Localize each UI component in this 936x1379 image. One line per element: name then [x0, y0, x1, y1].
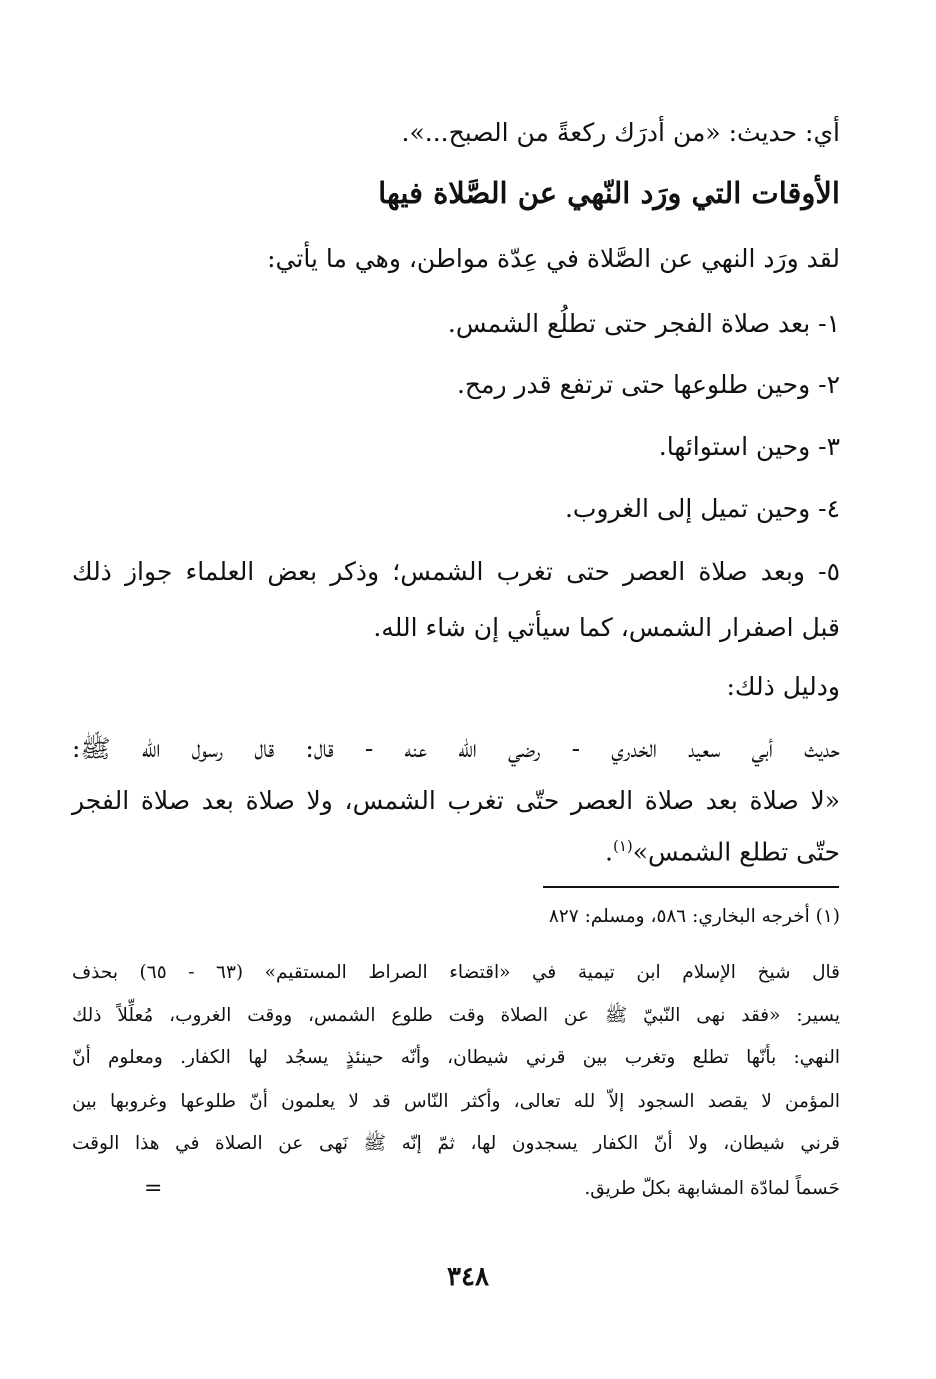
list-item-5-line-2: قبل اصفرار الشمس، كما سيأتي إن شاء الله. [373, 613, 840, 642]
intro-line: أي: حديث: «من أدرَك ركعةً من الصبح...». [401, 118, 840, 147]
evidence-label: ودليل ذلك: [726, 672, 840, 701]
list-item-1: ١- بعد صلاة الفجر حتى تطلُع الشمس. [447, 309, 840, 338]
hadith-end-period: . [605, 837, 613, 867]
footnote-reference: (١) [612, 837, 633, 855]
hadith-line-2: «لا صلاة بعد صلاة العصر حتّى تغرب الشمس، ولا صلاة بعد صلاة الفجر [72, 786, 840, 815]
list-item-3: ٣- وحين استوائها. [658, 432, 840, 461]
footnote-separator [543, 886, 839, 888]
hadith-line-1: حديث أبي سعيد الخدري - رضي الله عنه - قال: قال رسول الله ﷺ: [72, 734, 840, 763]
commentary-line-3: النهي: بأنّها تطلع وتغرب بين قرني شيطان، وأنّه حينئذٍ يسجُد لها الكفار. ومعلوم أنّ [72, 1047, 840, 1068]
continuation-mark: = [144, 1176, 163, 1201]
list-item-4: ٤- وحين تميل إلى الغروب. [564, 494, 840, 523]
section-heading: الأوقات التي ورَد النّهي عن الصَّلاة فيها [378, 176, 840, 210]
commentary-line-6: حَسماً لمادّة المشابهة بكلّ طريق. [584, 1178, 840, 1199]
commentary-line-4: المؤمن لا يقصد السجود إلاّ لله تعالى، وأكثر النّاس قد لا يعلمون أنّ طلوعها وغروبها بين [72, 1091, 840, 1112]
hadith-text: حتّى تطلع الشمس» [632, 837, 840, 867]
list-item-2: ٢- وحين طلوعها حتى ترتفع قدر رمح. [456, 370, 840, 399]
lead-line: لقد ورَد النهي عن الصَّلاة في عِدّة مواطن، وهي ما يأتي: [267, 244, 840, 273]
list-item-5-line-1: ٥- وبعد صلاة العصر حتى تغرب الشمس؛ وذكر بعض العلماء جواز ذلك [72, 557, 840, 586]
footnote-1: (١) أخرجه البخاري: ٥٨٦، ومسلم: ٨٢٧ [548, 906, 840, 927]
commentary-line-2: يسير: «فقد نهى النّبيّ ﷺ عن الصلاة وقت طلوع الشمس، ووقت الغروب، مُعلِّلاً ذلك [72, 1005, 840, 1026]
hadith-line-3 [72, 837, 840, 866]
page-number: ٣٤٨ [447, 1262, 489, 1292]
commentary-line-5: قرني شيطان، ولا أنّ الكفار يسجدون لها، ثمّ إنّه ﷺ نَهى عن الصلاة في هذا الوقت [72, 1133, 840, 1154]
commentary-line-1: قال شيخ الإسلام ابن تيمية في «اقتضاء الصراط المستقيم» (٦٣ - ٦٥) بحذف [72, 962, 841, 983]
